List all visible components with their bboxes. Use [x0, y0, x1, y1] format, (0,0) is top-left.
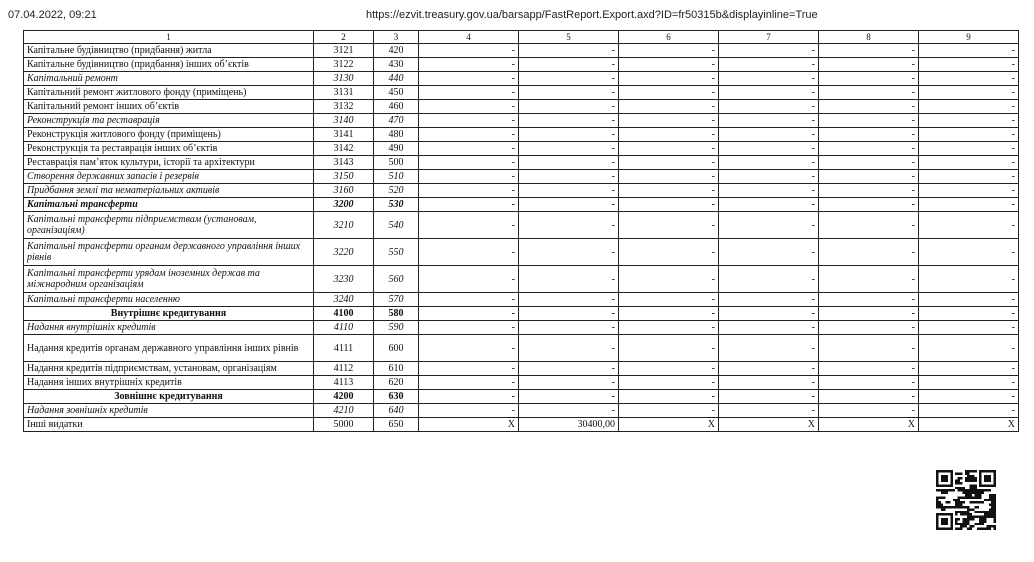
row-value: - — [919, 239, 1019, 266]
row-value: - — [719, 390, 819, 404]
row-value: - — [819, 100, 919, 114]
row-value: - — [819, 266, 919, 293]
row-value: - — [819, 307, 919, 321]
row-value: - — [519, 44, 619, 58]
row-name: Надання кредитів підприємствам, установам, організаціям — [24, 362, 314, 376]
row-value: - — [519, 212, 619, 239]
table-row — [24, 376, 1019, 390]
row-value: - — [819, 376, 919, 390]
row-code: 4200 — [314, 390, 374, 404]
row-name: Капітальні трансферти — [24, 198, 314, 212]
row-line-code: 550 — [374, 239, 419, 266]
column-header: 5 — [519, 31, 619, 44]
column-header: 2 — [314, 31, 374, 44]
row-value: - — [419, 307, 519, 321]
row-value: - — [819, 44, 919, 58]
row-name: Надання інших внутрішніх кредитів — [24, 376, 314, 390]
row-code: 3122 — [314, 58, 374, 72]
row-value: - — [919, 390, 1019, 404]
row-value: X — [919, 418, 1019, 432]
table-row — [24, 44, 1019, 58]
row-code: 3141 — [314, 128, 374, 142]
row-name: Капітальні трансферти урядам іноземних держав та міжнародним організаціям — [24, 266, 314, 293]
row-line-code: 620 — [374, 376, 419, 390]
print-datetime: 07.04.2022, 09:21 — [8, 9, 97, 21]
row-value: - — [719, 212, 819, 239]
row-value: - — [919, 58, 1019, 72]
row-line-code: 560 — [374, 266, 419, 293]
row-value: - — [619, 376, 719, 390]
row-name: Капітальні трансферти органам державного управління інших рівнів — [24, 239, 314, 266]
row-line-code: 610 — [374, 362, 419, 376]
row-line-code: 600 — [374, 335, 419, 362]
row-value: - — [719, 142, 819, 156]
row-value: - — [619, 142, 719, 156]
row-value: - — [519, 72, 619, 86]
row-value: - — [519, 335, 619, 362]
row-value: - — [919, 212, 1019, 239]
row-value: - — [419, 128, 519, 142]
row-name: Реконструкція житлового фонду (приміщень) — [24, 128, 314, 142]
table-row — [24, 418, 1019, 432]
row-name: Капітальний ремонт інших об’єктів — [24, 100, 314, 114]
row-value: X — [819, 418, 919, 432]
row-value: - — [819, 156, 919, 170]
row-value: - — [519, 114, 619, 128]
row-value: - — [619, 58, 719, 72]
table-row — [24, 100, 1019, 114]
row-value: - — [419, 376, 519, 390]
row-value: - — [519, 58, 619, 72]
row-code: 3210 — [314, 212, 374, 239]
row-value: - — [919, 266, 1019, 293]
row-name: Капітальні трансферти населенню — [24, 293, 314, 307]
row-name: Надання зовнішніх кредитів — [24, 404, 314, 418]
row-value: - — [419, 335, 519, 362]
row-value: X — [419, 418, 519, 432]
row-code: 4100 — [314, 307, 374, 321]
row-value: - — [419, 404, 519, 418]
row-value: - — [419, 100, 519, 114]
table-row — [24, 156, 1019, 170]
row-value: - — [519, 142, 619, 156]
row-value: - — [419, 58, 519, 72]
row-value: - — [619, 170, 719, 184]
row-value: - — [819, 390, 919, 404]
row-value: - — [919, 184, 1019, 198]
row-value: - — [719, 239, 819, 266]
row-value: - — [419, 293, 519, 307]
row-code: 3150 — [314, 170, 374, 184]
row-value: - — [419, 114, 519, 128]
row-code: 3143 — [314, 156, 374, 170]
row-code: 4110 — [314, 321, 374, 335]
table-row — [24, 212, 1019, 239]
row-value: - — [519, 184, 619, 198]
row-value: - — [519, 376, 619, 390]
row-value: - — [719, 184, 819, 198]
row-value: - — [519, 293, 619, 307]
row-value: - — [819, 184, 919, 198]
row-value: 30400,00 — [519, 418, 619, 432]
row-name: Створення державних запасів і резервів — [24, 170, 314, 184]
row-value: - — [719, 362, 819, 376]
row-value: - — [419, 44, 519, 58]
row-value: - — [419, 156, 519, 170]
row-name: Реконструкція та реставрація інших об’єктів — [24, 142, 314, 156]
row-value: - — [619, 239, 719, 266]
row-value: - — [719, 198, 819, 212]
row-value: - — [619, 44, 719, 58]
row-value: - — [719, 58, 819, 72]
row-value: - — [619, 362, 719, 376]
row-value: - — [819, 114, 919, 128]
row-line-code: 590 — [374, 321, 419, 335]
row-line-code: 540 — [374, 212, 419, 239]
column-header: 3 — [374, 31, 419, 44]
row-value: - — [619, 100, 719, 114]
row-value: - — [719, 321, 819, 335]
row-value: - — [719, 293, 819, 307]
row-value: X — [719, 418, 819, 432]
row-value: - — [819, 404, 919, 418]
row-name: Реставрація пам’яток культури, історії та архітектури — [24, 156, 314, 170]
table-row — [24, 170, 1019, 184]
row-name: Капітальне будівництво (придбання) житла — [24, 44, 314, 58]
row-value: - — [819, 212, 919, 239]
row-value: - — [919, 404, 1019, 418]
row-code: 3131 — [314, 86, 374, 100]
row-value: - — [719, 128, 819, 142]
row-value: - — [419, 198, 519, 212]
row-value: - — [619, 114, 719, 128]
row-line-code: 570 — [374, 293, 419, 307]
row-value: - — [919, 170, 1019, 184]
row-line-code: 500 — [374, 156, 419, 170]
row-value: - — [919, 114, 1019, 128]
row-value: - — [519, 100, 619, 114]
row-value: - — [619, 307, 719, 321]
table-row — [24, 239, 1019, 266]
row-value: - — [719, 307, 819, 321]
row-line-code: 650 — [374, 418, 419, 432]
row-line-code: 480 — [374, 128, 419, 142]
row-value: - — [719, 335, 819, 362]
table-row — [24, 321, 1019, 335]
row-value: - — [619, 335, 719, 362]
row-name: Капітальне будівництво (придбання) інших об’єктів — [24, 58, 314, 72]
row-value: - — [419, 321, 519, 335]
row-value: - — [919, 100, 1019, 114]
row-value: - — [419, 170, 519, 184]
row-code: 4210 — [314, 404, 374, 418]
row-code: 4113 — [314, 376, 374, 390]
row-line-code: 640 — [374, 404, 419, 418]
row-line-code: 440 — [374, 72, 419, 86]
row-line-code: 580 — [374, 307, 419, 321]
row-value: - — [719, 86, 819, 100]
table-row — [24, 142, 1019, 156]
column-header: 1 — [24, 31, 314, 44]
row-value: - — [619, 266, 719, 293]
row-name: Придбання землі та нематеріальних активів — [24, 184, 314, 198]
row-value: - — [719, 72, 819, 86]
row-name: Капітальні трансферти підприємствам (установам, організаціям) — [24, 212, 314, 239]
row-code: 4112 — [314, 362, 374, 376]
row-code: 3240 — [314, 293, 374, 307]
row-name: Капітальний ремонт житлового фонду (приміщень) — [24, 86, 314, 100]
row-value: - — [719, 170, 819, 184]
table-row — [24, 362, 1019, 376]
row-line-code: 430 — [374, 58, 419, 72]
row-value: - — [919, 362, 1019, 376]
table-row — [24, 86, 1019, 100]
row-value: - — [519, 198, 619, 212]
row-value: - — [819, 58, 919, 72]
row-name: Інші видатки — [24, 418, 314, 432]
row-code: 3121 — [314, 44, 374, 58]
row-value: - — [419, 362, 519, 376]
row-code: 3200 — [314, 198, 374, 212]
row-code: 3142 — [314, 142, 374, 156]
row-value: - — [419, 72, 519, 86]
row-value: - — [419, 266, 519, 293]
table-row — [24, 72, 1019, 86]
row-line-code: 450 — [374, 86, 419, 100]
row-code: 3220 — [314, 239, 374, 266]
row-code: 3140 — [314, 114, 374, 128]
row-line-code: 530 — [374, 198, 419, 212]
row-value: - — [519, 307, 619, 321]
row-code: 3160 — [314, 184, 374, 198]
row-value: - — [719, 266, 819, 293]
row-value: - — [719, 44, 819, 58]
row-value: - — [519, 404, 619, 418]
row-value: - — [919, 86, 1019, 100]
row-value: - — [819, 86, 919, 100]
row-value: X — [619, 418, 719, 432]
table-row — [24, 293, 1019, 307]
table-row — [24, 184, 1019, 198]
table-row — [24, 390, 1019, 404]
row-value: - — [619, 293, 719, 307]
row-code: 3130 — [314, 72, 374, 86]
row-value: - — [819, 293, 919, 307]
row-value: - — [519, 170, 619, 184]
row-name: Зовнішнє кредитування — [24, 390, 314, 404]
row-line-code: 510 — [374, 170, 419, 184]
row-value: - — [919, 142, 1019, 156]
column-header: 7 — [719, 31, 819, 44]
row-value: - — [819, 335, 919, 362]
row-value: - — [919, 307, 1019, 321]
table-row — [24, 404, 1019, 418]
row-value: - — [519, 266, 619, 293]
row-value: - — [619, 72, 719, 86]
row-value: - — [719, 114, 819, 128]
row-value: - — [819, 142, 919, 156]
row-value: - — [919, 335, 1019, 362]
row-value: - — [919, 321, 1019, 335]
row-value: - — [819, 362, 919, 376]
row-value: - — [419, 239, 519, 266]
row-value: - — [719, 156, 819, 170]
row-name: Надання кредитів органам державного управління інших рівнів — [24, 335, 314, 362]
row-value: - — [419, 142, 519, 156]
row-value: - — [619, 390, 719, 404]
row-value: - — [919, 376, 1019, 390]
row-value: - — [919, 293, 1019, 307]
row-line-code: 460 — [374, 100, 419, 114]
row-code: 5000 — [314, 418, 374, 432]
row-name: Надання внутрішніх кредитів — [24, 321, 314, 335]
row-value: - — [919, 44, 1019, 58]
row-value: - — [519, 156, 619, 170]
row-value: - — [519, 239, 619, 266]
column-header: 6 — [619, 31, 719, 44]
table-row — [24, 266, 1019, 293]
row-code: 4111 — [314, 335, 374, 362]
page-url: https://ezvit.treasury.gov.ua/barsapp/FastReport.Export.axd?ID=fr50315b&displayinline=True — [366, 9, 818, 21]
row-value: - — [819, 128, 919, 142]
row-value: - — [919, 156, 1019, 170]
row-line-code: 470 — [374, 114, 419, 128]
row-name: Реконструкція та реставрація — [24, 114, 314, 128]
row-line-code: 420 — [374, 44, 419, 58]
row-name: Капітальний ремонт — [24, 72, 314, 86]
row-code: 3132 — [314, 100, 374, 114]
table-row — [24, 335, 1019, 362]
row-code: 3230 — [314, 266, 374, 293]
row-value: - — [819, 198, 919, 212]
report-table — [23, 30, 1019, 432]
row-value: - — [719, 404, 819, 418]
row-value: - — [519, 321, 619, 335]
table-row — [24, 128, 1019, 142]
table-row — [24, 114, 1019, 128]
row-value: - — [419, 390, 519, 404]
row-value: - — [819, 321, 919, 335]
row-value: - — [619, 156, 719, 170]
row-value: - — [619, 321, 719, 335]
row-value: - — [719, 100, 819, 114]
table-row — [24, 198, 1019, 212]
row-name: Внутрішнє кредитування — [24, 307, 314, 321]
table-row — [24, 58, 1019, 72]
row-value: - — [419, 212, 519, 239]
column-header: 9 — [919, 31, 1019, 44]
column-header: 8 — [819, 31, 919, 44]
row-value: - — [519, 86, 619, 100]
row-value: - — [519, 390, 619, 404]
row-value: - — [819, 170, 919, 184]
row-value: - — [619, 86, 719, 100]
row-value: - — [419, 86, 519, 100]
column-number-row — [24, 31, 1019, 44]
row-value: - — [619, 128, 719, 142]
row-value: - — [519, 362, 619, 376]
table-row — [24, 307, 1019, 321]
qr-code — [936, 470, 996, 530]
row-value: - — [919, 72, 1019, 86]
row-value: - — [619, 404, 719, 418]
row-value: - — [819, 72, 919, 86]
row-value: - — [419, 184, 519, 198]
row-value: - — [619, 184, 719, 198]
row-value: - — [619, 198, 719, 212]
row-line-code: 630 — [374, 390, 419, 404]
row-value: - — [719, 376, 819, 390]
column-header: 4 — [419, 31, 519, 44]
row-value: - — [919, 198, 1019, 212]
row-value: - — [919, 128, 1019, 142]
row-value: - — [519, 128, 619, 142]
row-value: - — [619, 212, 719, 239]
row-line-code: 520 — [374, 184, 419, 198]
row-line-code: 490 — [374, 142, 419, 156]
row-value: - — [819, 239, 919, 266]
